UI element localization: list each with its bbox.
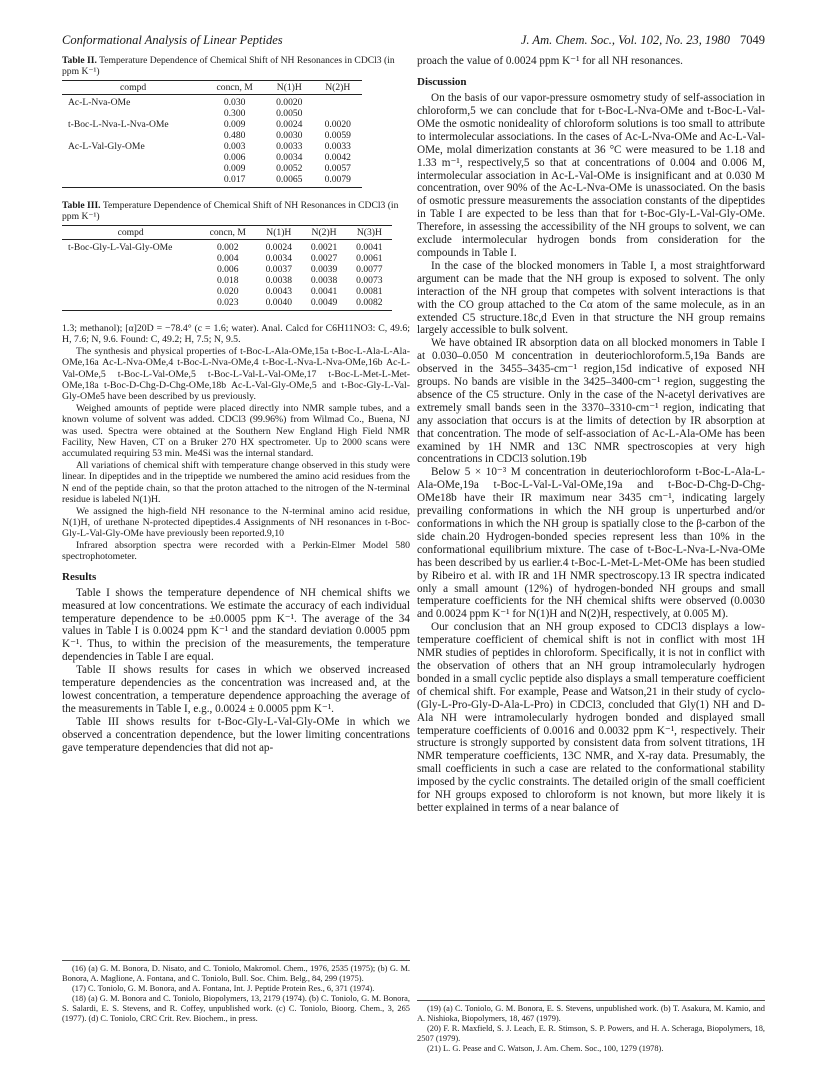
value-cell: 0.0041 (356, 242, 383, 253)
footnote-rule (62, 960, 410, 961)
table3-col-header: concn, M (199, 226, 256, 240)
value-cell (314, 95, 362, 109)
value-cell: 0.0041 (310, 286, 338, 297)
value-cell: 0.0042 (324, 152, 351, 163)
experimental-section (62, 323, 410, 563)
table3-caption (62, 200, 410, 222)
compound-cell (62, 152, 204, 163)
value-cell (314, 108, 362, 119)
table3-col-header: N(3)H (347, 226, 392, 240)
journal-citation (521, 33, 765, 48)
value-cell: 0.030 (223, 97, 246, 108)
exp-paragraph: We assigned the high-field NH resonance to the N-terminal amino acid residue, N(1)H, of urethane N-protected dipeptides.4 Assignments of NH resonances in t-Boc-Gly-L-Val-Gly-OMe have previously been reported.9,10 (62, 505, 410, 540)
right-column (417, 55, 765, 815)
value-cell: 0.0077 (356, 264, 383, 275)
footnote-rule (417, 1000, 765, 1001)
journal-name: J. Am. Chem. Soc., Vol. 102, No. 23, 1980 (520, 33, 730, 47)
table-row (62, 152, 362, 163)
value-cell: 0.0043 (265, 286, 292, 297)
value-cell: 0.0052 (276, 163, 303, 174)
footnote: (17) C. Toniolo, G. M. Bonora, and A. Fontana, Int. J. Peptide Protein Res., 6, 371 (1974). (72, 984, 375, 993)
compound-cell (62, 264, 199, 275)
value-cell: 0.0033 (276, 141, 303, 152)
discussion-paragraph: In the case of the blocked monomers in Table I, a most straightforward argument can be made that the NH group is exposed to solvent. The only interaction of the NH group that competes with solvent interactions is that with the CO group attached to the Cα atom of the same molecule, as in an extended C5 structure.18c,d Even in that structure the NH group remains largely accessible to bulk solvent. (417, 259, 765, 337)
table2-col-header: concn, M (204, 81, 265, 95)
value-cell: 0.0049 (301, 297, 346, 311)
exp-paragraph: Weighed amounts of peptide were placed directly into NMR sample tubes, and a known volume of solvent was added. CDCl3 (99.96%) from Wilmad Co., Buena, NJ was used. Spectra were obtained at the Southern New England High Field NMR Facility, New Haven, CT on a Bruker 270 HX spectrometer. Up to 2000 scans were accumulated requiring 53 min. Me4Si was the internal standard. (62, 402, 410, 460)
table2-label: Table II. (62, 55, 97, 66)
table2-col-header: compd (62, 81, 204, 95)
discussion-paragraph: Below 5 × 10⁻³ M concentration in deuteriochloroform t-Boc-L-Ala-L-Ala-OMe,19a t-Boc-L-Val-L-Val-OMe,19a and t-Boc-D-Chg-D-Chg-OMe18b have their IR maximum near 3435 cm⁻¹, indicating largely prevailing conformations in which the NH group is unperturbed and/or conformations in which the NH group is spatially close to the β-carbon of the side chain.20 Hydrogen-bonded species represent less than 10% in the conformational equilibrium mixture. The case of t-Boc-L-Nva-L-Nva-OMe has been described by us earlier.4 t-Boc-L-Met-L-Met-OMe has been studied by Ribeiro et al. with IR and 1H NMR spectroscopy.13 IR spectra indicated only a small amount (12%) of hydrogen-bonded NH groups and small temperature coefficients for the NH chemical shifts were observed (0.0030 and 0.0024 ppm K⁻¹ for N(1)H and N(2)H, respectively, at 0.005 M). (417, 466, 765, 621)
exp-paragraph: All variations of chemical shift with temperature change observed in this study were linear. In dipeptides and in the tripeptide we numbered the amino acid residues from the N end of the peptide chain, so that the proton attached to the nitrogen of the N-terminal residue is labeled N(1)H. (62, 459, 410, 506)
results-paragraph: Table I shows the temperature dependence of NH chemical shifts we measured at low concentrations. We estimate the accuracy of each individual temperature dependence to be ±0.0005 ppm K⁻¹. The average of the 34 values in Table I is 0.0024 ppm K⁻¹ and the standard deviation 0.0005 ppm K⁻¹. Thus, to within the precision of the measurements, the temperature dependencies in Table I are equal. (62, 586, 410, 664)
running-header (62, 33, 765, 49)
page-number: 7049 (740, 33, 765, 47)
value-cell: 0.0033 (324, 141, 351, 152)
compound-cell (62, 108, 204, 119)
exp-paragraph: 1.3; methanol); [α]20D = −78.4° (c = 1.6; water). Anal. Calcd for C6H11NO3: C, 49.6; H, 7.6; N, 9.6. Found: C, 49.2; H, 7.5; N, 9.5. (62, 323, 410, 346)
footnote: (16) (a) G. M. Bonora, D. Nisato, and C. Toniolo, Makromol. Chem., 1976, 2535 (1975); (b) G. M. Bonora, A. Maglione, A. Fontana, and C. Toniolo, Bull. Soc. Chim. Belg., 84, 299 (1975). (62, 964, 410, 983)
value-cell: 0.0059 (324, 130, 351, 141)
compound-cell (62, 253, 199, 264)
discussion-paragraph: We have obtained IR absorption data on all blocked monomers in Table I at 0.030–0.050 M concentration in deuteriochloroform.5,19a Bands are observed in the 3455–3435-cm⁻¹ region,15d indicative of exposed NH groups. No bands are visible in the 3425–3400-cm⁻¹ region, suggesting the absence of the C5 structure. Only in the case of the N-acetyl derivatives are extremely small bands seen in the 3370–3310-cm⁻¹ region, indicating that any association that occurs is at the limits of detection by IR absorption at that concentration. The mode of self-association of Ac-L-Ala-OMe has been examined by 1H NMR and 13C NMR spectroscopies at very high concentrations in CDCl3 solution.19b (417, 337, 765, 466)
value-cell: 0.0034 (265, 253, 292, 264)
value-cell: 0.0037 (265, 264, 292, 275)
footnote: (19) (a) C. Toniolo, G. M. Bonora, E. S. Stevens, unpublished work. (b) T. Asakura, M. Kamio, and A. Nishioka, Biopolymers, 18, 467 (1979). (417, 1004, 765, 1023)
value-cell: 0.020 (216, 286, 239, 297)
table-row (62, 253, 392, 264)
table-row (62, 130, 362, 141)
right-footnotes (417, 1000, 765, 1054)
table-row (62, 297, 392, 311)
table2-caption (62, 55, 410, 77)
value-cell: 0.0079 (314, 174, 362, 188)
value-cell: 0.0034 (276, 152, 303, 163)
results-paragraph: Table II shows results for cases in which we observed increased temperature dependencies as the concentration was increased and, at the lowest concentration, a temperature dependence approaching the average of the measurements in Table I, e.g., 0.0024 ± 0.0005 ppm K⁻¹. (62, 664, 410, 715)
value-cell: 0.480 (223, 130, 246, 141)
exp-paragraph: Infrared absorption spectra were recorded with a Perkin-Elmer Model 580 spectrophotometer. (62, 539, 410, 563)
table-row (62, 240, 392, 254)
value-cell: 0.0027 (310, 253, 338, 264)
value-cell: 0.023 (199, 297, 256, 311)
value-cell: 0.009 (223, 163, 246, 174)
table2-caption-text: Temperature Dependence of Chemical Shift of NH Resonances in CDCl3 (in ppm K⁻¹) (62, 55, 395, 77)
table3-header-row (62, 226, 392, 240)
table-row (62, 141, 362, 152)
value-cell: 0.0039 (310, 264, 338, 275)
table3-col-header: N(2)H (301, 226, 346, 240)
value-cell: 0.0021 (310, 242, 338, 253)
value-cell: 0.0030 (276, 130, 303, 141)
compound-cell (62, 275, 199, 286)
compound-cell (62, 286, 199, 297)
compound-cell: t-Boc-L-Nva-L-Nva-OMe (68, 119, 169, 130)
compound-cell (62, 130, 204, 141)
value-cell: 0.300 (223, 108, 246, 119)
left-footnotes (62, 960, 410, 1024)
table3-caption-text: Temperature Dependence of Chemical Shift of NH Resonances in CDCl3 (in ppm K⁻¹) (62, 200, 399, 222)
discussion-paragraph: Our conclusion that an NH group exposed to CDCl3 displays a low-temperature coefficient of chemical shift is not in conflict with most 1H NMR studies of peptides in chloroform. Specifically, it is not in conflict with the observation of others that an NH group intramolecularly hydrogen bonded in a small cyclic peptide also displays a small temperature coefficient of chemical shift. For example, Pease and Watson,21 in their study of cyclo-(Gly-L-Pro-Gly-D-Ala-L-Pro) in CDCl3, concluded that Gly(1) NH and D-Ala NH were intramolecularly hydrogen bonded and displayed small temperature coefficients of 0.0016 and 0.0032 ppm K⁻¹, respectively. Their structure is strongly supported by consistent data from solvent titrations, 1H NMR temperature coefficients, 13C NMR, and X-ray data. Presumably, the small coefficients in such a case are related to the conformational stability imposed by the cyclic constraints. The detailed origin of the small coefficient for NH groups exposed to chloroform is not known, but more likely it is better explained in terms of a near balance of (417, 621, 765, 814)
value-cell: 0.0038 (310, 275, 338, 286)
value-cell: 0.0024 (276, 119, 303, 130)
results-heading: Results (62, 570, 97, 583)
value-cell: 0.006 (216, 264, 239, 275)
table-row (62, 108, 362, 119)
value-cell: 0.003 (223, 141, 246, 152)
value-cell: 0.0050 (276, 108, 303, 119)
compound-cell: Ac-L-Nva-OMe (68, 97, 131, 108)
value-cell: 0.0081 (356, 286, 383, 297)
footnote: (20) F. R. Maxfield, S. J. Leach, E. R. Stimson, S. P. Powers, and H. A. Scheraga, Biopolymers, 18, 2507 (1979). (417, 1024, 765, 1043)
value-cell: 0.0024 (265, 242, 292, 253)
value-cell: 0.017 (204, 174, 265, 188)
table2-header-row (62, 81, 362, 95)
value-cell: 0.006 (223, 152, 246, 163)
table-row (62, 119, 362, 130)
table3 (62, 225, 392, 311)
discussion-heading: Discussion (417, 75, 467, 88)
value-cell: 0.0040 (256, 297, 301, 311)
value-cell: 0.0057 (324, 163, 351, 174)
table3-col-header: N(1)H (256, 226, 301, 240)
table-row (62, 95, 362, 109)
compound-cell (62, 174, 204, 188)
table2-col-header: N(1)H (265, 81, 313, 95)
table-row (62, 163, 362, 174)
value-cell: 0.0061 (356, 253, 383, 264)
continued-paragraph: proach the value of 0.0024 ppm K⁻¹ for all NH resonances. (417, 55, 683, 67)
table-row (62, 174, 362, 188)
value-cell: 0.0073 (356, 275, 383, 286)
value-cell: 0.0020 (324, 119, 351, 130)
compound-cell: Ac-L-Val-Gly-OMe (68, 141, 145, 152)
running-title: Conformational Analysis of Linear Peptides (62, 33, 283, 47)
table3-label: Table III. (62, 200, 101, 211)
table2-col-header: N(2)H (314, 81, 362, 95)
value-cell: 0.018 (216, 275, 239, 286)
footnote: (21) L. G. Pease and C. Watson, J. Am. Chem. Soc., 100, 1279 (1978). (427, 1044, 664, 1053)
table3-col-header: compd (62, 226, 199, 240)
value-cell: 0.0020 (276, 97, 303, 108)
footnote: (18) (a) G. M. Bonora and C. Toniolo, Biopolymers, 13, 2179 (1974). (b) C. Toniolo, G. M. Bonora, S. Salardi, E. S. Stevens, and R. Coffey, unpublished work. (c) C. Toniolo, Bioorg. Chem., 3, 265 (1977). (d) C. Toniolo, CRC Crit. Rev. Biochem., in press. (62, 994, 410, 1023)
value-cell: 0.002 (216, 242, 239, 253)
table2 (62, 80, 362, 188)
value-cell: 0.009 (223, 119, 246, 130)
compound-cell (62, 163, 204, 174)
value-cell: 0.0082 (347, 297, 392, 311)
table-row (62, 264, 392, 275)
results-section (62, 587, 410, 755)
value-cell: 0.0038 (265, 275, 292, 286)
value-cell: 0.004 (216, 253, 239, 264)
discussion-paragraph: On the basis of our vapor-pressure osmometry study of self-association in chloroform,5 we can conclude that for t-Boc-L-Nva-OMe and t-Boc-L-Val-OMe the osmotic nonideality of chloroform solutions is too small to attribute to intermolecular associations. In the cases of Ac-L-Nva-OMe and Ac-L-Val-OMe, molal dimerization constants at 36 °C were measured to be 1.18 and 1.33 m⁻¹, respectively,5 so that at concentrations of 0.004 and 0.006 M, intermolecular association in Ac-L-Val-OMe is insignificant and at 0.030 M concentration, over 90% of the Ac-L-Nva-OMe is unassociated. On the basis of osmotic pressure measurements the association constants of the dipeptides in Table I are expected to be less than that for t-Boc-Gly-L-Val-Gly-OMe. Therefore, in assessing the accessibility of the NH groups to solvent, we can exclude intermolecular hydrogen bonds from consideration for the compounds in Table I. (417, 92, 765, 259)
compound-cell: t-Boc-Gly-L-Val-Gly-OMe (68, 242, 173, 253)
results-paragraph: Table III shows results for t-Boc-Gly-L-Val-Gly-OMe in which we observed a concentration dependence, but the lower limiting concentrations gave temperature dependencies that did not ap- (62, 715, 410, 754)
value-cell: 0.0065 (265, 174, 313, 188)
exp-paragraph: The synthesis and physical properties of t-Boc-L-Ala-OMe,15a t-Boc-L-Ala-L-Ala-OMe,16a Ac-L-Nva-OMe,4 t-Boc-L-Nva-OMe,4 t-Boc-L-Nva-L-Nva-OMe,16b Ac-L-Val-OMe,5 t-Boc-L-Val-OMe,5 t-Boc-L-Val-L-Val-OMe,17 t-Boc-L-Met-L-Met-OMe,18a t-Boc-D-Chg-D-Chg-OMe,18b Ac-L-Val-Gly-OMe,5 and t-Boc-Gly-L-Val-Gly-OMe5 have been described by us previously. (62, 345, 410, 403)
compound-cell (62, 297, 199, 311)
table-row (62, 286, 392, 297)
table-row (62, 275, 392, 286)
left-column (62, 55, 410, 755)
